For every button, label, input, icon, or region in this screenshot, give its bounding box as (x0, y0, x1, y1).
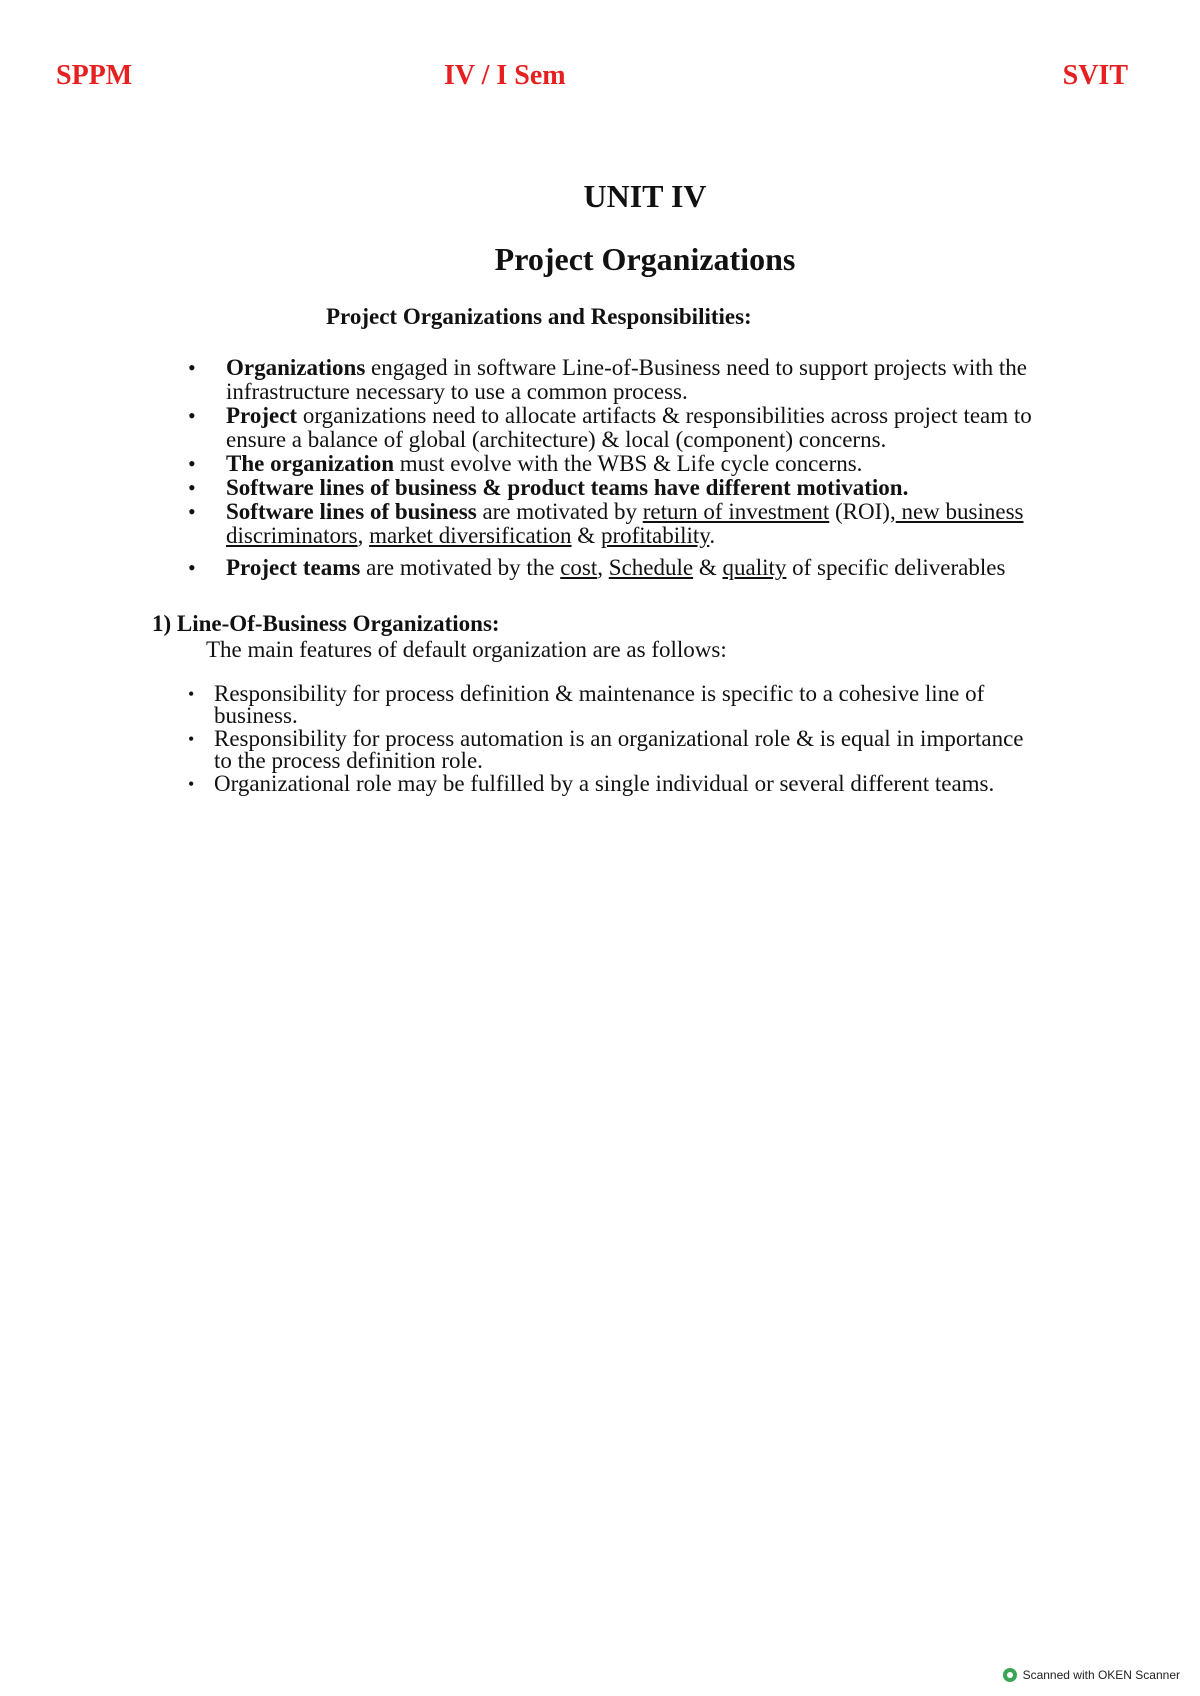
bullet-icon: • (188, 499, 196, 524)
item-text: are motivated by the (360, 555, 561, 580)
item-text: must evolve with the WBS & Life cycle concerns. (394, 451, 863, 476)
list-item (184, 773, 1044, 795)
list-item (184, 683, 1044, 727)
item-text: of specific deliverables (786, 555, 1006, 580)
bullet-icon: • (188, 475, 196, 500)
line-of-business-heading: 1) Line-Of-Business Organizations: (152, 611, 500, 636)
item-text: (ROI), (829, 499, 896, 524)
item-text: & (693, 555, 723, 580)
item-bold: Software lines of business (226, 499, 477, 524)
item-bold: Software lines of business & product teams have different motivation. (226, 475, 909, 500)
list-item (188, 404, 1068, 452)
bullet-icon: • (188, 729, 195, 749)
underlined-term: profitability (600, 523, 710, 548)
item-text: Organizational role may be fulfilled by a single individual or several different teams. (214, 771, 995, 796)
item-bold: Project (226, 403, 298, 428)
bullet-icon: • (188, 355, 196, 380)
list-item (184, 728, 1044, 772)
header-course-code: SPPM (56, 60, 133, 91)
responsibilities-list (188, 356, 1068, 580)
underlined-term: cost (560, 555, 598, 580)
underlined-term: market diversification (369, 523, 572, 548)
item-bold: Organizations (226, 355, 366, 380)
underlined-term: quality (722, 555, 787, 580)
scanner-logo-icon (1003, 1668, 1017, 1682)
bullet-icon: • (188, 403, 196, 428)
item-bold: Project teams (226, 555, 361, 580)
underlined-term: return of investment (642, 499, 830, 524)
underlined-term: new business discriminators (226, 499, 1024, 548)
list-item (188, 556, 1068, 580)
line-of-business-list (184, 683, 1044, 796)
bullet-icon: • (188, 684, 195, 704)
list-item (188, 476, 1068, 500)
header-semester: IV / I Sem (444, 60, 566, 91)
underlined-term: Schedule (608, 555, 694, 580)
bullet-icon: • (188, 774, 195, 794)
item-text: Responsibility for process definition & maintenance is specific to a cohesive line of business. (214, 681, 985, 728)
item-text: . (709, 523, 716, 548)
line-of-business-intro: The main features of default organization are as follows: (206, 637, 727, 662)
list-item (188, 356, 1068, 404)
bullet-icon: • (188, 555, 196, 580)
item-bold: The organization (226, 451, 395, 476)
item-text: , (357, 523, 370, 548)
list-item (188, 452, 1068, 476)
scanner-stamp (1003, 1668, 1180, 1682)
chapter-title: Project Organizations (494, 241, 796, 277)
bullet-icon: • (188, 451, 196, 476)
header-institution: SVIT (1062, 60, 1128, 91)
list-item (188, 500, 1068, 548)
section-title: Project Organizations and Responsibilities: (326, 304, 752, 329)
item-text: , (597, 555, 609, 580)
item-text: Responsibility for process automation is an organizational role & is equal in importance to the process definition role. (214, 726, 1024, 773)
item-text: organizations need to allocate artifacts & responsibilities across project team to ensure a balance of global (architecture) & local (component) concerns. (226, 403, 1032, 452)
item-text: engaged in software Line-of-Business need to support projects with the infrastructure necessary to use a common process. (226, 355, 1028, 404)
item-text: & (571, 523, 601, 548)
scanner-stamp-text: Scanned with OKEN Scanner (1022, 1668, 1180, 1682)
unit-title: UNIT IV (583, 178, 707, 214)
item-text: are motivated by (476, 499, 643, 524)
